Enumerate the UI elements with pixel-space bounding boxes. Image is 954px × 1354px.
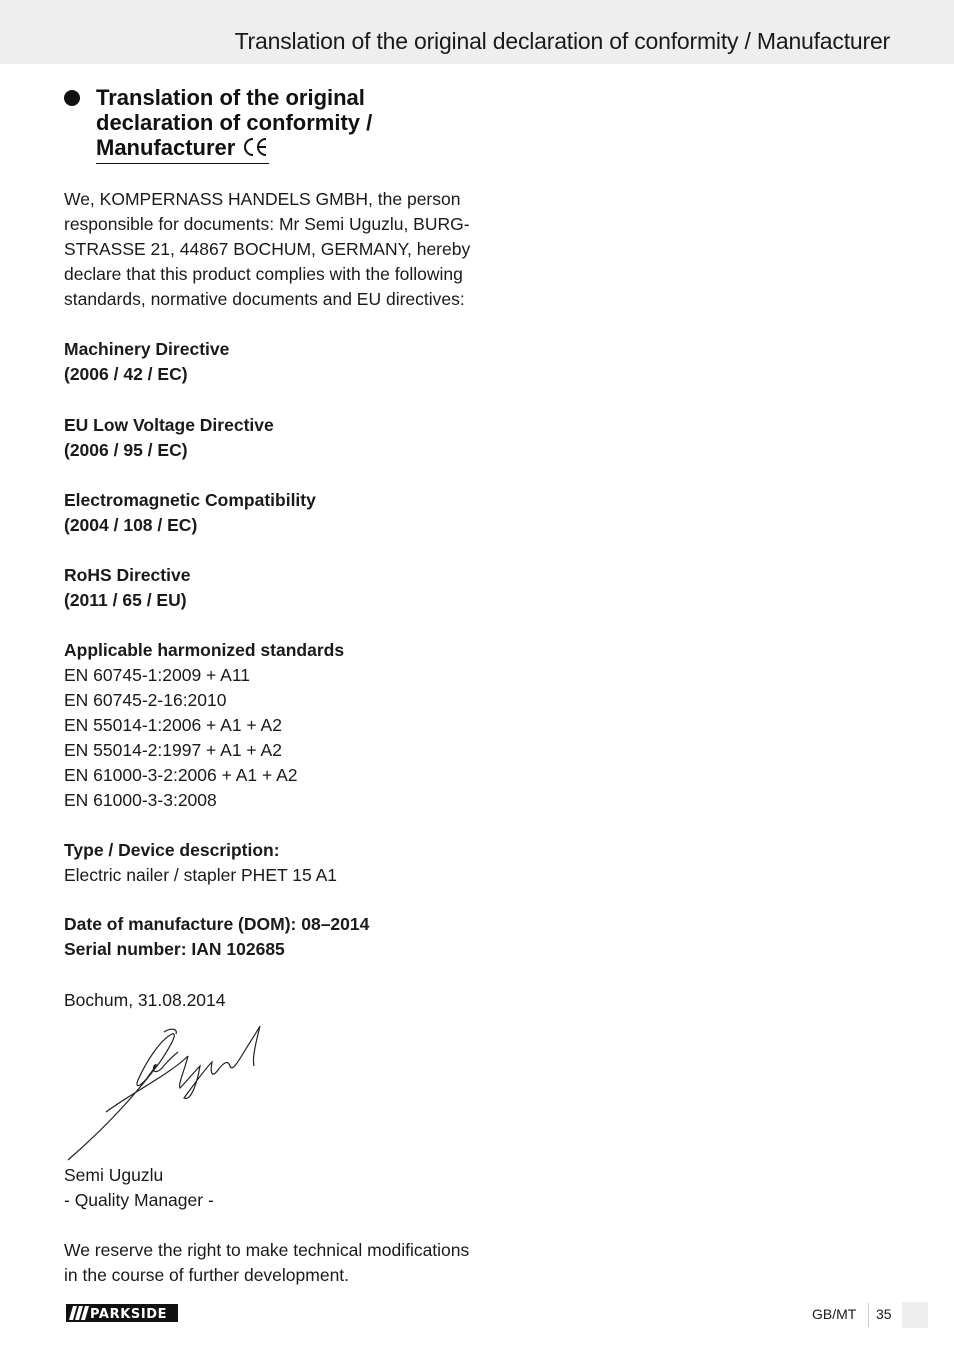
directive-emc: [64, 488, 484, 538]
page-number: 35: [876, 1306, 892, 1322]
intro-line: responsible for documents: Mr Semi Uguzlu, BURG-: [64, 214, 470, 234]
standards-title: Applicable harmonized standards: [64, 640, 345, 660]
parkside-logo: [66, 1304, 178, 1327]
footer-divider: [868, 1303, 869, 1327]
signatory-role: - Quality Manager -: [64, 1190, 214, 1210]
heading-line-1: Translation of the original: [96, 85, 365, 110]
signatory: [64, 1163, 484, 1213]
intro-line: STRASSE 21, 44867 BOCHUM, GERMANY, hereby: [64, 239, 471, 259]
brand-text: PARKSIDE: [90, 1307, 168, 1322]
reserve-line: We reserve the right to make technical modifications: [64, 1240, 470, 1260]
directive-code: (2011 / 65 / EU): [64, 590, 187, 610]
standard-item: EN 55014-2:1997 + A1 + A2: [64, 740, 282, 760]
directive-name: RoHS Directive: [64, 565, 191, 585]
heading-line-3: Manufacturer: [96, 135, 269, 164]
intro-line: We, KOMPERNASS HANDELS GMBH, the person: [64, 189, 461, 209]
heading-bullet: [64, 90, 80, 106]
device-title: Type / Device description:: [64, 840, 280, 860]
directive-name: EU Low Voltage Directive: [64, 415, 274, 435]
directive-code: (2006 / 95 / EC): [64, 440, 188, 460]
signature-image: [60, 1022, 270, 1167]
ce-mark-icon: [243, 137, 269, 162]
device-description: [64, 838, 484, 888]
reserve-note: [64, 1238, 484, 1288]
serial-number: Serial number: IAN 102685: [64, 939, 285, 959]
standard-item: EN 60745-2-16:2010: [64, 690, 227, 710]
directive-rohs: [64, 563, 484, 613]
intro-line: declare that this product complies with the following: [64, 264, 463, 284]
place-date-text: Bochum, 31.08.2014: [64, 990, 226, 1010]
intro-paragraph: [64, 187, 484, 312]
heading-line-2: declaration of conformity /: [96, 110, 373, 135]
directive-name: Machinery Directive: [64, 339, 230, 359]
standard-item: EN 61000-3-2:2006 + A1 + A2: [64, 765, 298, 785]
directive-code: (2006 / 42 / EC): [64, 364, 188, 384]
standard-item: EN 60745-1:2009 + A11: [64, 665, 251, 685]
manufacture-info: [64, 912, 484, 962]
directive-low-voltage: [64, 413, 484, 463]
directive-code: (2004 / 108 / EC): [64, 515, 198, 535]
directive-name: Electromagnetic Compatibility: [64, 490, 316, 510]
footer-tab: [902, 1302, 928, 1328]
manufacture-date: Date of manufacture (DOM): 08–2014: [64, 914, 370, 934]
standard-item: EN 55014-1:2006 + A1 + A2: [64, 715, 282, 735]
intro-line: standards, normative documents and EU directives:: [64, 289, 465, 309]
device-value: Electric nailer / stapler PHET 15 A1: [64, 865, 337, 885]
directive-machinery: [64, 337, 484, 387]
signatory-name: Semi Uguzlu: [64, 1165, 164, 1185]
standard-item: EN 61000-3-3:2008: [64, 790, 217, 810]
page-header-title: Translation of the original declaration of conformity / Manufacturer: [234, 28, 890, 54]
reserve-line: in the course of further development.: [64, 1265, 350, 1285]
section-heading: [96, 85, 456, 164]
standards-list: [64, 638, 484, 813]
place-date: [64, 988, 484, 1013]
footer-language: GB/MT: [812, 1306, 857, 1322]
